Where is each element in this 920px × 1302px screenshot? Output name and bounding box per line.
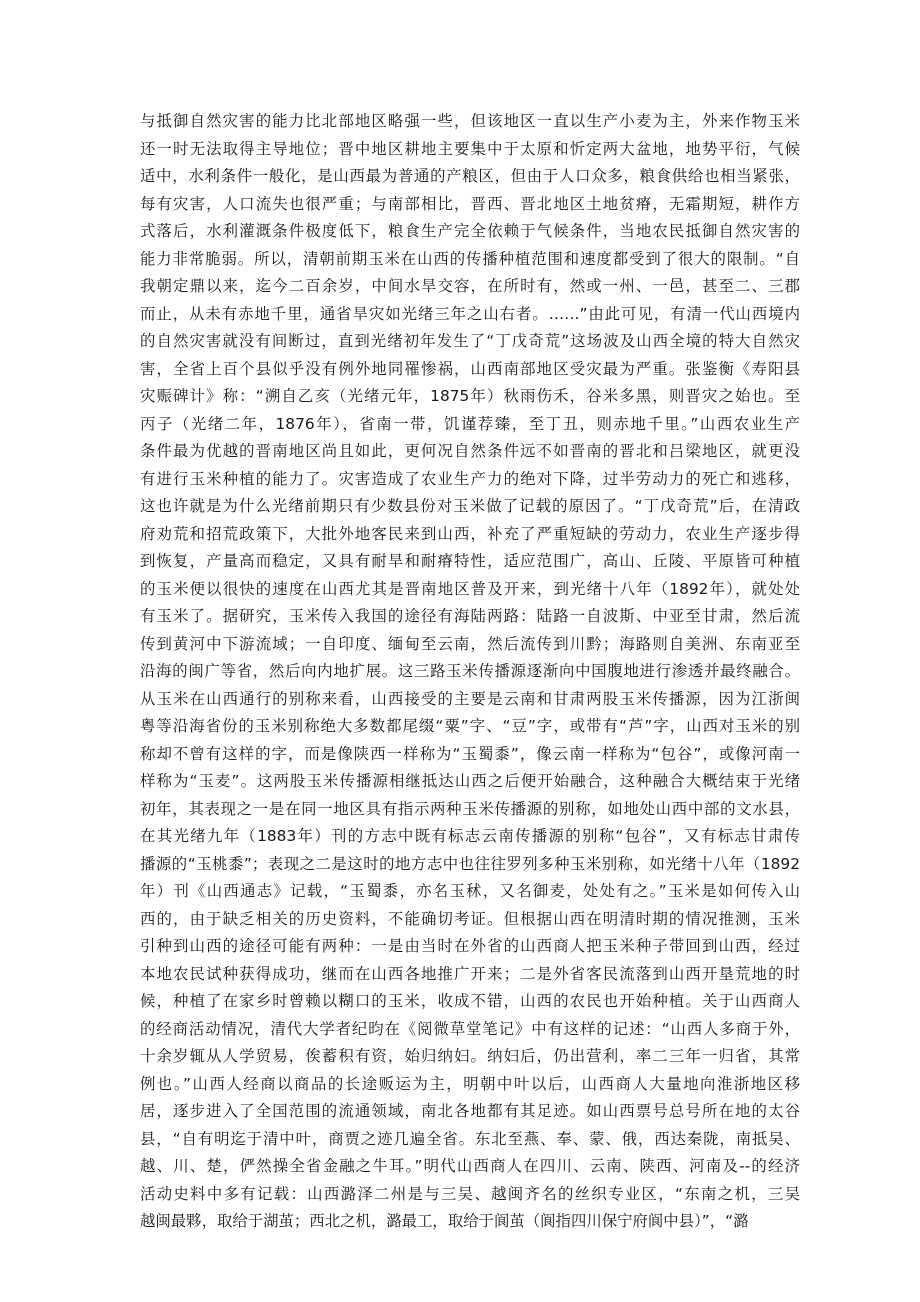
body-text [140, 108, 800, 1236]
text-line: 居，逐步进入了全国范围的流通领域，南北各地都有其足迹。如山西票号总号所在地的太谷 [140, 1102, 800, 1120]
text-line: 本地农民试种获得成功，继而在山西各地推广开来；二是外省客民流落到山西开垦荒地的时 [140, 964, 800, 983]
text-line: 有玉米了。据研究，玉米传入我国的途径有海陆两路：陆路一自波斯、中亚至甘肃，然后流 [140, 607, 800, 625]
text-line: 年）刊《山西通志》记载，“玉蜀黍，亦名玉秫，又名御麦，处处有之。”玉米是如何传入山 [140, 882, 800, 900]
text-line: 而止，从未有赤地千里，通省旱灾如光绪三年之山右者。……”由此可见，有清一代山西境内 [140, 304, 800, 323]
text-line: 粤等沿海省份的玉米别称绝大多数都尾缀“粟”字、“豆”字，或带有“芦”字，山西对玉米的别 [140, 717, 800, 735]
text-line: 害，全省上百个县似乎没有例外地同罹惨祸，山西南部地区受灾最为严重。张鉴衡《寿阳县 [140, 359, 800, 378]
text-line: 初年，其表现之一是在同一地区具有指示两种玉米传播源的别称，如地处山西中部的文水县， [140, 799, 800, 818]
text-line: 样称为“玉麦”。这两股玉米传播源相继抵达山西之后便开始融合，这种融合大概结束于光绪 [140, 772, 800, 790]
text-line: 的自然灾害就没有间断过，直到光绪初年发生了“丁戊奇荒”这场波及山西全境的特大自然灾 [140, 332, 800, 350]
text-line: 式落后，水利灌溉条件极度低下，粮食生产完全依赖于气候条件，当地农民抵御自然灾害的 [140, 222, 800, 240]
text-line: 在其光绪九年（1883年）刊的方志中既有标志云南传播源的别称“包谷”，又有标志甘肃传 [140, 827, 800, 845]
text-line: 沿海的闽广等省，然后向内地扩展。这三路玉米传播源逐渐向中国腹地进行渗透并最终融合。 [140, 662, 800, 680]
text-line: 越、川、楚，俨然操全省金融之牛耳。”明代山西商人在四川、云南、陕西、河南及--的经济 [140, 1157, 800, 1175]
text-line: 府劝荒和招荒政策下，大批外地客民来到山西，补充了严重短缺的劳动力，农业生产逐步得 [140, 524, 800, 543]
text-line: 播源的“玉桃黍”；表现之二是这时的地方志中也往往罗列多种玉米别称，如光绪十八年（1892 [140, 854, 800, 873]
text-line: 例也。”山西人经商以商品的长途贩运为主，明朝中叶以后，山西商人大量地向淮浙地区移 [140, 1074, 800, 1093]
text-line: 县，“自有明迄于清中叶，商贾之迹几遍全省。东北至燕、奉、蒙、俄，西达秦陇，南抵吴、 [140, 1129, 800, 1148]
text-line: 灾赈碑计》称：“溯自乙亥（光绪元年，1875年）秋雨伤禾，谷米多黑，则晋灾之始也。至 [140, 387, 800, 405]
text-line: 这也许就是为什么光绪前期只有少数县份对玉米做了记载的原因了。“丁戊奇荒”后，在清政 [140, 497, 800, 515]
text-line: 到恢复，产量高而稳定，又具有耐旱和耐瘠特性，适应范围广，高山、丘陵、平原皆可种植 [140, 552, 800, 570]
text-line: 条件最为优越的晋南地区尚且如此，更何况自然条件远不如晋南的晋北和吕梁地区，就更没 [140, 442, 800, 460]
text-line: 越闽最夥，取给于湖茧；西北之机，潞最工，取给于阆茧（阆指四川保宁府阆中县）”，“潞 [140, 1212, 749, 1230]
text-line: 西的，由于缺乏相关的历史资料，不能确切考证。但根据山西在明清时期的情况推测，玉米 [140, 909, 800, 928]
text-line: 称却不曾有这样的字，而是像陕西一样称为“玉蜀黍”，像云南一样称为“包谷”，或像河南一 [140, 744, 800, 763]
text-line: 候，种植了在家乡时曾赖以糊口的玉米，收成不错，山西的农民也开始种植。关于山西商人 [140, 992, 800, 1010]
text-line: 活动史料中多有记载：山西潞泽二州是与三吴、越闽齐名的丝织专业区，“东南之机，三吴 [140, 1184, 800, 1203]
text-line: 从玉米在山西通行的别称来看，山西接受的主要是云南和甘肃两股玉米传播源，因为江浙闽 [140, 689, 800, 708]
text-line: 丙子（光绪二年，1876年），省南一带，饥谨荐臻，至丁丑，则赤地千里。”山西农业生产 [140, 414, 800, 433]
text-line: 有进行玉米种植的能力了。灾害造成了农业生产力的绝对下降，过半劳动力的死亡和逃移， [140, 469, 800, 488]
text-line: 的玉米便以很快的速度在山西尤其是晋南地区普及开来，到光绪十八年（1892年），就处处 [140, 579, 800, 598]
text-line: 我朝定鼎以来，迄今二百余岁，中间水旱交容，在所时有，然或一州、一邑，甚至二、三郡 [140, 277, 800, 295]
text-line: 引种到山西的途径可能有两种：一是由当时在外省的山西商人把玉米种子带回到山西，经过 [140, 937, 800, 955]
text-line: 每有灾害，人口流失也很严重；与南部相比，晋西、晋北地区土地贫瘠，无霜期短，耕作方 [140, 194, 800, 213]
text-line: 还一时无法取得主导地位；晋中地区耕地主要集中于太原和忻定两大盆地，地势平衍，气候 [140, 139, 800, 158]
text-line: 与抵御自然灾害的能力比北部地区略强一些，但该地区一直以生产小麦为主，外来作物玉米 [140, 112, 800, 130]
text-line: 能力非常脆弱。所以，清朝前期玉米在山西的传播种植范围和速度都受到了很大的限制。“自 [140, 249, 800, 268]
text-line: 传到黄河中下游流域；一自印度、缅甸至云南，然后流传到川黔；海路则自美洲、东南亚至 [140, 634, 800, 653]
text-line: 适中，水利条件一般化，是山西最为普通的产粮区，但由于人口众多，粮食供给也相当紧张， [140, 167, 800, 185]
text-line: 十余岁辄从人学贸易，俟蓄积有资，始归纳妇。纳妇后，仍出营利，率二三年一归省，其常 [140, 1047, 800, 1065]
text-line: 的经商活动情况，清代大学者纪昀在《阅微草堂笔记》中有这样的记述：“山西人多商于外， [140, 1019, 800, 1038]
